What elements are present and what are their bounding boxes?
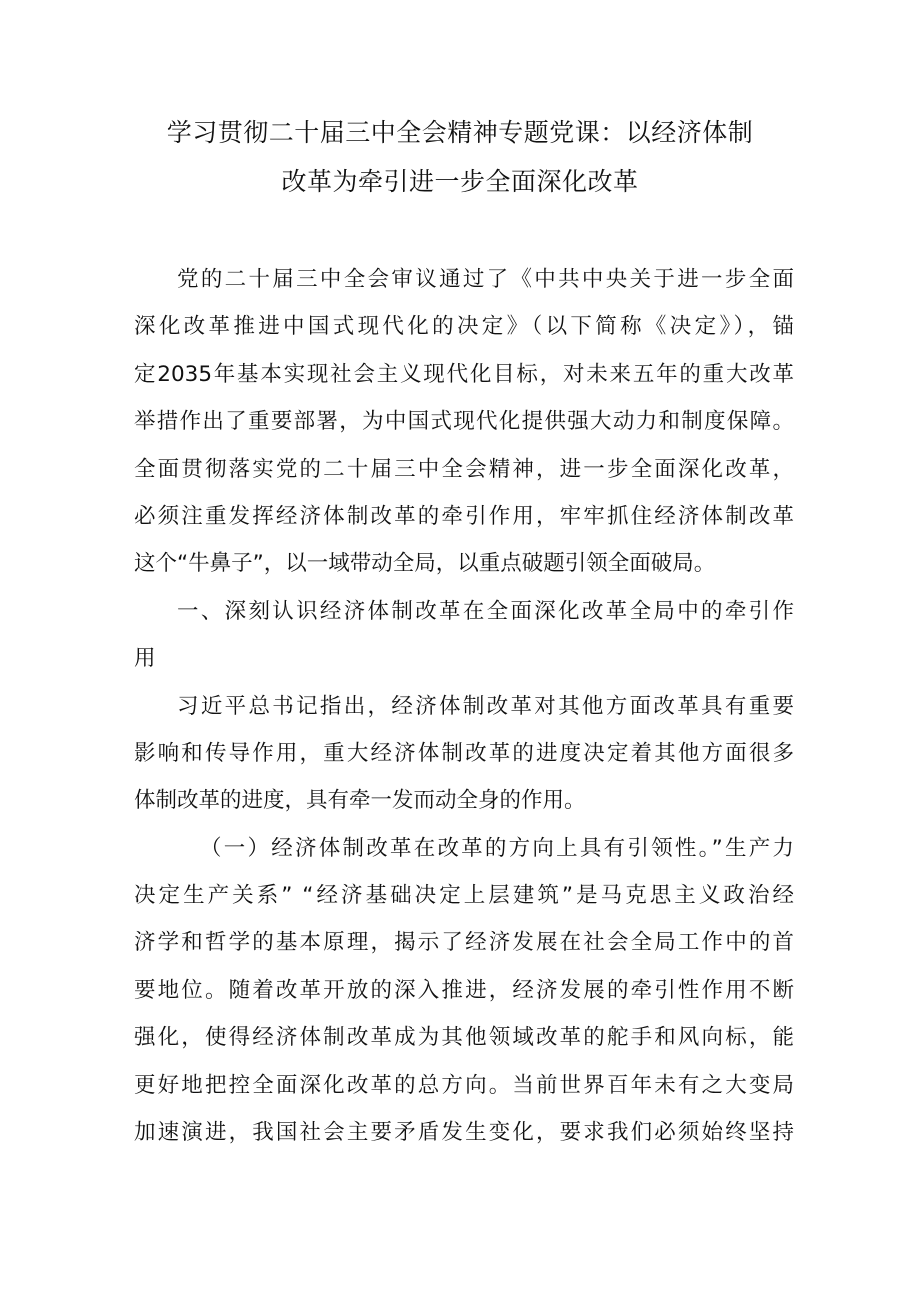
text-line: 要地位。随着改革开放的深入推进，经济发展的牵引性作用不断: [134, 977, 794, 1003]
text-line: 用: [134, 646, 156, 672]
text-line: 影响和传导作用，重大经济体制改革的进度决定着其他方面很多: [134, 740, 794, 766]
text-line: 这个“牛鼻子”，以一域带动全局，以重点破题引领全面破局。: [134, 551, 716, 577]
title-line-2: 改革为牵引进一步全面深化改革: [281, 167, 639, 196]
text-line: 习近平总书记指出，经济体制改革对其他方面改革具有重要: [177, 693, 794, 719]
text-line: （一）经济体制改革在改革的方向上具有引领性。”生产力: [200, 835, 794, 861]
section-heading-1: [134, 588, 794, 683]
paragraph-intro: [134, 256, 794, 588]
text-line: 济学和哲学的基本原理，揭示了经济发展在社会全局工作中的首: [134, 930, 794, 956]
text-line: 定2035年基本实现社会主义现代化目标，对未来五年的重大改革: [134, 361, 794, 387]
text-line: 必须注重发挥经济体制改革的牵引作用，牢牢抓住经济体制改革: [134, 503, 794, 529]
title-line-1: 学习贯彻二十届三中全会精神专题党课：以经济体制: [166, 118, 754, 147]
text-line: 决定生产关系” “经济基础决定上层建筑”是马克思主义政治经: [134, 883, 794, 909]
text-line: 加速演进，我国社会主要矛盾发生变化，要求我们必须始终坚持: [134, 1120, 794, 1146]
paragraph-quote: [134, 683, 794, 825]
text-line: 一、深刻认识经济体制改革在全面深化改革全局中的牵引作: [177, 598, 794, 624]
text-line: 党的二十届三中全会审议通过了《中共中央关于进一步全面: [177, 267, 794, 292]
document-body: [134, 256, 794, 1156]
paragraph-subsection-1: [134, 825, 794, 1157]
text-line: 深化改革推进中国式现代化的决定》（以下简称《决定》），锚: [134, 314, 794, 340]
text-line: 全面贯彻落实党的二十届三中全会精神，进一步全面深化改革，: [134, 456, 794, 482]
text-line: 举措作出了重要部署，为中国式现代化提供强大动力和制度保障。: [134, 409, 794, 435]
text-line: 体制改革的进度，具有牵一发而动全身的作用。: [134, 788, 586, 814]
text-line: 更好地把控全面深化改革的总方向。当前世界百年未有之大变局: [134, 1072, 794, 1098]
text-line: 强化，使得经济体制改革成为其他领域改革的舵手和风向标，能: [134, 1025, 794, 1051]
